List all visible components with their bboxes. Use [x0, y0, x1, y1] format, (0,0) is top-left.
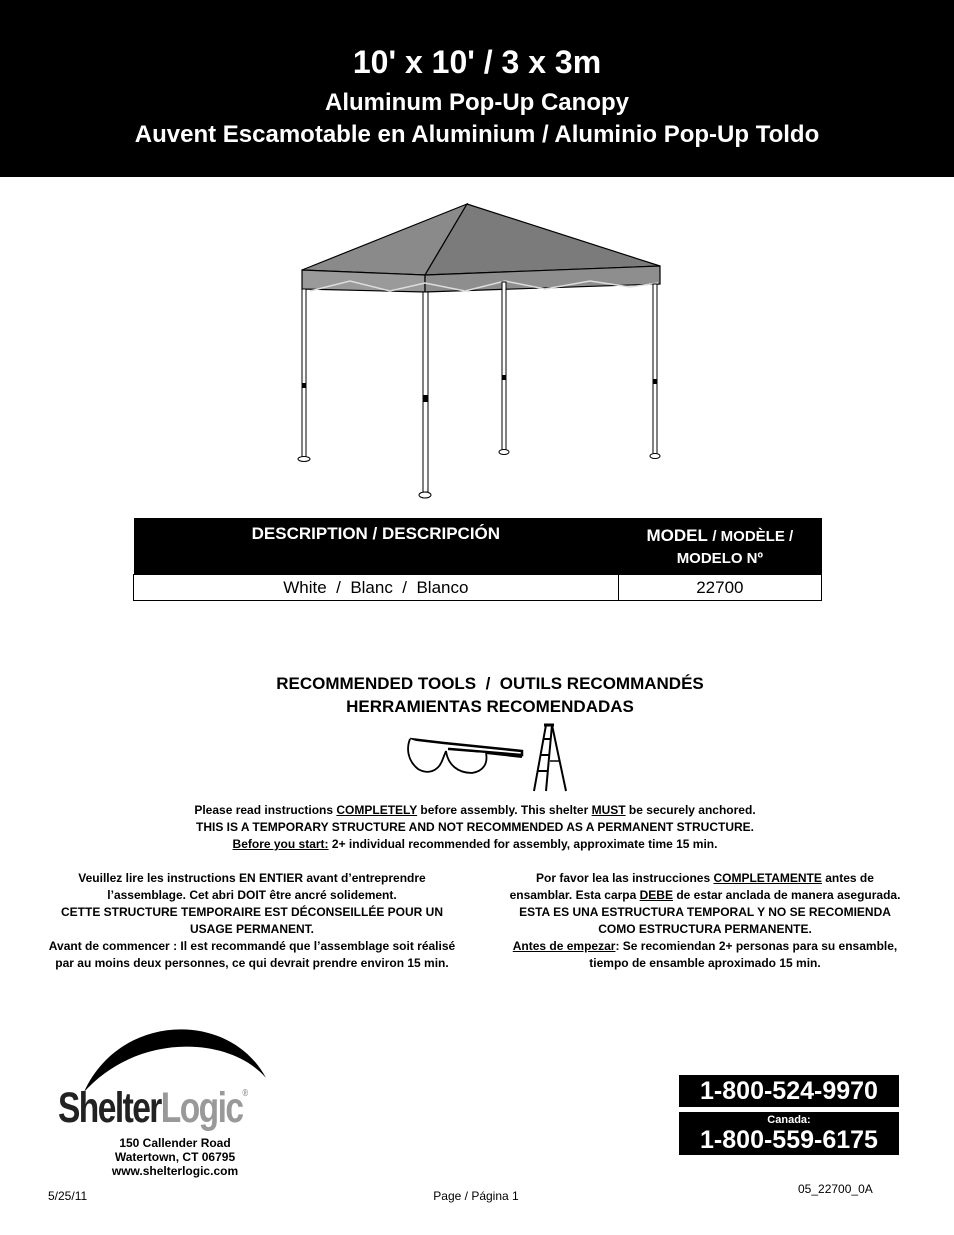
- company-address: [60, 1136, 290, 1178]
- instruction-line: l’assemblage. Cet abri DOIT être ancré solidement.: [107, 888, 397, 902]
- step-ladder-icon: [530, 723, 570, 793]
- phone-us: 1-800-524-9970: [679, 1075, 899, 1107]
- instructions-english: [100, 802, 850, 853]
- model-number-cell: 22700: [618, 575, 821, 601]
- description-cell: White / Blanc / Blanco: [134, 575, 619, 601]
- instruction-line: tiempo de ensamble aproximado 15 min.: [589, 956, 821, 970]
- instruction-line: THIS IS A TEMPORARY STRUCTURE AND NOT RECOMMENDED AS A PERMANENT STRUCTURE.: [195, 820, 754, 834]
- logo-text-logic: Logic: [160, 1084, 243, 1132]
- phone-canada-box: [679, 1112, 899, 1155]
- table-header-row: [134, 518, 822, 575]
- registered-mark: ®: [242, 1088, 247, 1099]
- header-banner: [0, 0, 954, 177]
- instructions-french: [38, 870, 466, 972]
- tools-heading-es: HERRAMIENTAS RECOMENDADAS: [346, 697, 634, 716]
- table-row: [134, 575, 822, 601]
- tools-heading: RECOMMENDED TOOLS / OUTILS RECOMMANDÉS: [276, 674, 704, 693]
- document-title: 10' x 10' / 3 x 3m: [352, 44, 602, 80]
- instruction-line: Antes de empezar: Se recomiendan 2+ personas para su ensamble,: [512, 939, 898, 953]
- instruction-line: USAGE PERMANENT.: [189, 922, 314, 936]
- address-line: Watertown, CT 06795: [114, 1150, 236, 1164]
- description-column-header: DESCRIPTION / DESCRIPCIÓN: [134, 518, 619, 575]
- website: www.shelterlogic.com: [111, 1164, 239, 1178]
- company-logo: [58, 1084, 247, 1132]
- instruction-line: COMO ESTRUCTURA PERMANENTE.: [598, 922, 812, 936]
- safety-glasses-icon: [404, 731, 526, 777]
- canada-label: Canada:: [767, 1114, 811, 1126]
- instruction-line: CETTE STRUCTURE TEMPORAIRE EST DÉCONSEILLÉE POUR UN: [60, 905, 444, 919]
- address-line: 150 Callender Road: [119, 1136, 231, 1150]
- logo-text-shelter: Shelter: [58, 1084, 161, 1132]
- document-code: 05_22700_0A: [798, 1182, 873, 1196]
- instruction-line: Veuillez lire les instructions EN ENTIER avant d’entreprendre: [78, 871, 426, 885]
- model-label: MODEL: [646, 526, 708, 545]
- instruction-line: ESTA ES UNA ESTRUCTURA TEMPORAL Y NO SE RECOMIENDA: [519, 905, 891, 919]
- canopy-illustration: [290, 195, 670, 505]
- model-column-header: [618, 518, 821, 575]
- instruction-line: ensamblar. Esta carpa DEBE de estar anclada de manera asegurada.: [509, 888, 901, 902]
- product-table: [133, 518, 822, 601]
- instruction-line: Before you start: 2+ individual recommended for assembly, approximate time 15 min.: [232, 837, 718, 851]
- instruction-line: par au moins deux personnes, ce qui devrait prendre environ 15 min.: [55, 956, 449, 970]
- instruction-line: Por favor lea las instrucciones COMPLETAMENTE antes de: [536, 871, 874, 885]
- product-name-multilang: Auvent Escamotable en Aluminium / Aluminio Pop-Up Toldo: [134, 121, 820, 148]
- model-label-fr: / MODÈLE /: [712, 528, 794, 545]
- document-date: 5/25/11: [48, 1189, 88, 1203]
- instruction-line: Avant de commencer : Il est recommandé que l’assemblage soit réalisé: [48, 939, 456, 953]
- instructions-spanish: [490, 870, 920, 972]
- phone-canada: 1-800-559-6175: [700, 1126, 878, 1154]
- instruction-line: Please read instructions COMPLETELY before assembly. This shelter MUST be securely anchored.: [194, 803, 756, 817]
- page-number: Page / Página 1: [433, 1189, 519, 1203]
- model-label-es: MODELO Nº: [676, 550, 763, 567]
- product-name: Aluminum Pop-Up Canopy: [325, 89, 629, 116]
